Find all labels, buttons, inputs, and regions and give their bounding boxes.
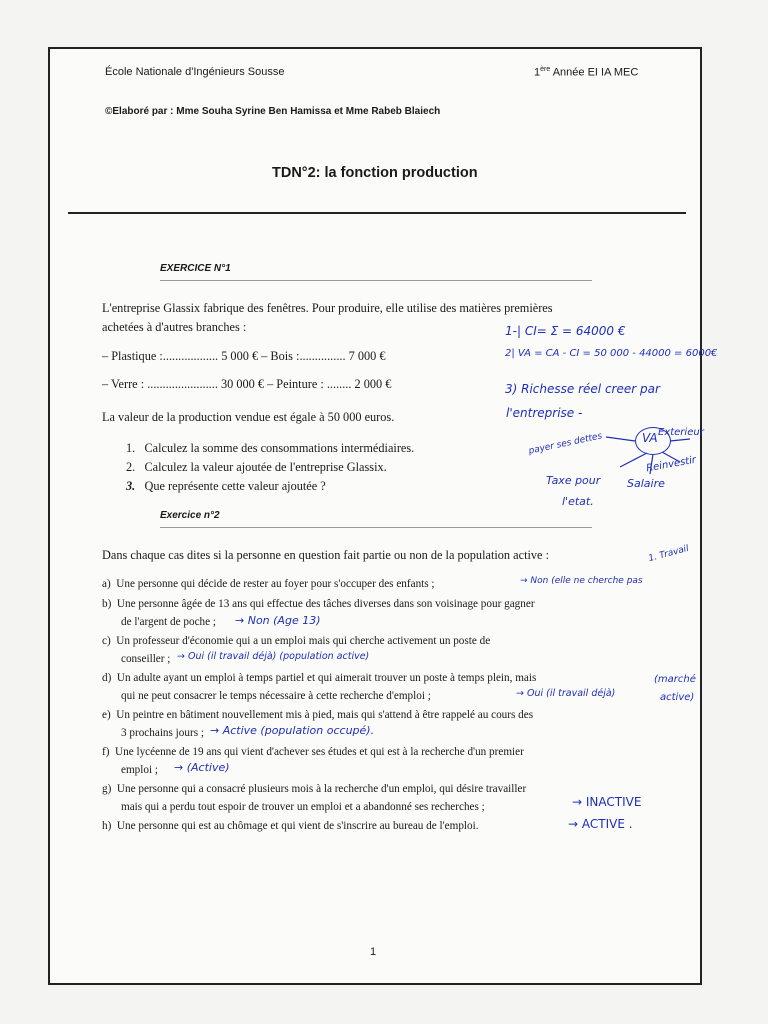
handwritten-side-note: 1. Travail [647, 543, 690, 565]
page-number: 1 [370, 946, 377, 958]
handwritten-exterieur: Exterieur [658, 427, 704, 438]
question-1: 1. Calculez la somme des consommations intermédiaires. [126, 441, 415, 455]
exercise1-heading: EXERCICE N°1 [160, 263, 231, 274]
handwritten-richesse-2: l'entreprise - [506, 406, 583, 420]
authors-line: ©Elaboré par : Mme Souha Syrine Ben Hamissa et Mme Rabeb Blaiech [105, 106, 441, 117]
va-arrows-icon [50, 49, 704, 987]
exercise2-intro: Dans chaque cas dites si la personne en question fait partie ou non de la population active : [102, 548, 549, 562]
item-b-line-2: de l'argent de poche ; [121, 616, 217, 628]
handwritten-ci: 1-| CI= Σ = 64000 € [505, 324, 626, 338]
year-rest: Année EI IA MEC [550, 66, 639, 79]
handwritten-answer-d-side-2: active) [660, 692, 695, 703]
question-3: 3. Que représente cette valeur ajoutée ? [126, 479, 326, 493]
item-e-line-1: e) Un peintre en bâtiment nouvellement mis à pied, mais qui s'attend à être rappelé au cours des [102, 709, 534, 721]
item-c-line-2: conseiller ; [121, 653, 171, 665]
item-a: a) Une personne qui décide de rester au foyer pour s'occuper des enfants ; [102, 578, 435, 590]
handwritten-answer-f: → (Active) [174, 761, 230, 774]
handwritten-answer-d: → Oui (il travail déjà) [516, 688, 616, 699]
handwritten-answer-e: → Active (population occupé). [210, 724, 375, 737]
handwritten-va: 2| VA = CA - CI = 50 000 - 44000 = 6000€ [505, 348, 718, 359]
item-f-line-2: emploi ; [121, 764, 158, 776]
exercise1-intro-1: L'entreprise Glassix fabrique des fenêtres. Pour produire, elle utilise des matières premières [102, 301, 553, 315]
handwritten-taxe-2: l'etat. [562, 495, 594, 508]
handwritten-taxe-1: Taxe pour [546, 474, 601, 487]
exercise1-intro-2: achetées à d'autres branches : [102, 320, 247, 334]
handwritten-reinvestir: Reinvestir [645, 454, 697, 475]
item-d-line-1: d) Un adulte ayant un emploi à temps partiel et qui aimerait trouver un poste à temps plein, mais [102, 672, 537, 684]
item-g-line-2: mais qui a perdu tout espoir de trouver un emploi et a abandonné ses recherches ; [121, 801, 485, 813]
year-sup: ère [540, 66, 551, 73]
year-num: 1 [534, 66, 541, 79]
item-f-line-1: f) Une lycéenne de 19 ans qui vient d'achever ses études et qui est à la recherche d'un premier [102, 746, 524, 758]
materials-line-2: – Verre : ....................... 30 000 € – Peinture : ........ 2 000 € [102, 377, 392, 391]
item-c-line-1: c) Un professeur d'économie qui a un emploi mais qui cherche activement un poste de [102, 635, 491, 647]
handwritten-answer-b: → Non (Age 13) [235, 614, 321, 627]
handwritten-richesse-1: 3) Richesse réel creer par [505, 382, 660, 396]
exercise2-heading: Exercice n°2 [160, 510, 220, 521]
production-value: La valeur de la production vendue est égale à 50 000 euros. [102, 410, 395, 424]
handwritten-va-circle-label: VA [642, 431, 658, 445]
item-g-line-1: g) Une personne qui a consacré plusieurs mois à la recherche d'un emploi, qui désire travailler [102, 783, 527, 795]
document-page [48, 47, 718, 985]
materials-line-1: – Plastique :.................. 5 000 € – Bois :............... 7 000 € [102, 349, 386, 363]
item-b-line-1: b) Une personne âgée de 13 ans qui effectue des tâches diverses dans son voisinage pour gagner [102, 598, 535, 610]
handwritten-payer-dettes: payer ses dettes [527, 431, 604, 457]
school-name: École Nationale d'Ingénieurs Sousse [105, 66, 285, 78]
handwritten-answer-c: → Oui (il travail déjà) (population active) [177, 651, 370, 662]
handwritten-salaire: Salaire [627, 477, 665, 490]
handwritten-answer-a: → Non (elle ne cherche pas [520, 576, 643, 586]
handwritten-answer-d-side-1: (marché [654, 674, 696, 685]
document-title: TDN°2: la fonction production [272, 165, 478, 181]
handwritten-answer-g: → INACTIVE [572, 795, 642, 809]
item-h: h) Une personne qui est au chômage et qui vient de s'inscrire au bureau de l'emploi. [102, 820, 479, 832]
handwritten-answer-h: → ACTIVE . [568, 817, 633, 831]
question-2: 2. Calculez la valeur ajoutée de l'entreprise Glassix. [126, 460, 387, 474]
item-e-line-2: 3 prochains jours ; [121, 727, 204, 739]
item-d-line-2: qui ne peut consacrer le temps nécessaire à cette recherche d'emploi ; [121, 690, 431, 702]
